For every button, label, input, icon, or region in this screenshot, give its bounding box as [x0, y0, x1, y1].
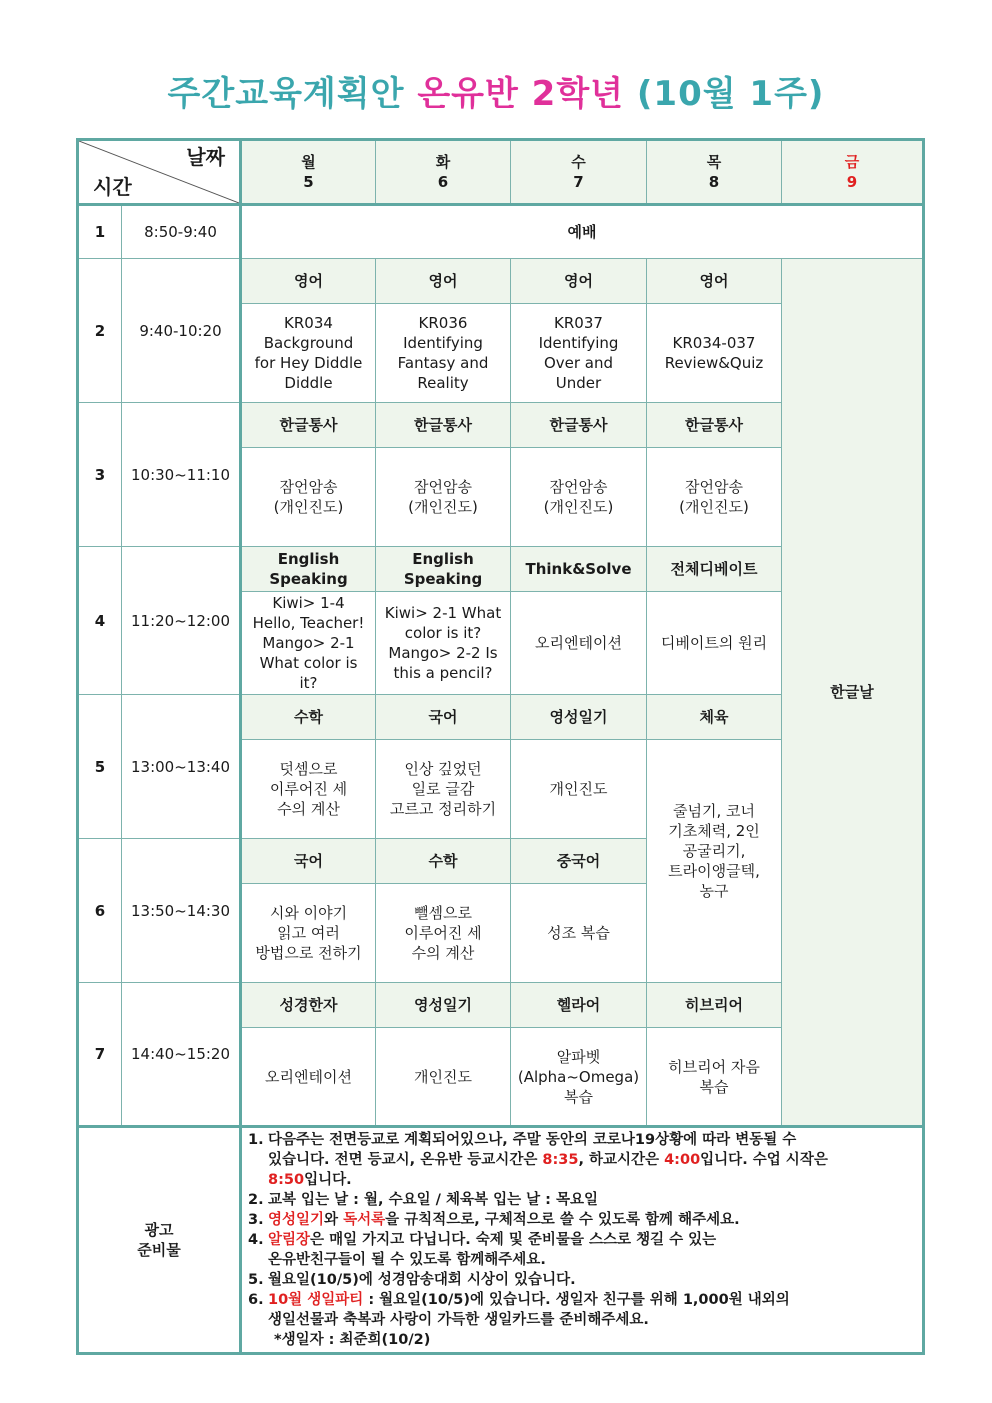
content-cell: Kiwi> 1-4 Hello, Teacher! Mango> 2-1 What color is it? [241, 592, 376, 695]
subject-cell: 한글통사 [647, 403, 782, 448]
period-time: 13:00~13:40 [122, 695, 241, 839]
worship-cell: 예배 [241, 205, 924, 259]
period-number: 5 [78, 695, 122, 839]
day-header-tue: 화 6 [376, 140, 511, 205]
content-cell: 잠언암송 (개인진도) [376, 448, 511, 547]
corner-time-label: 시간 [93, 175, 132, 199]
subject-cell: 영성일기 [376, 983, 511, 1028]
subject-cell: 한글통사 [376, 403, 511, 448]
subject-cell: 영어 [241, 259, 376, 304]
period-time: 14:40~15:20 [122, 983, 241, 1127]
title-plan: 주간교육계획안 [167, 74, 405, 114]
content-cell: 덧셈으로 이루어진 세 수의 계산 [241, 740, 376, 839]
content-cell: 시와 이야기 읽고 여러 방법으로 전하기 [241, 884, 376, 983]
period-time: 13:50~14:30 [122, 839, 241, 983]
content-cell: KR037 Identifying Over and Under [511, 304, 647, 403]
content-cell: KR034 Background for Hey Diddle Diddle [241, 304, 376, 403]
subject-cell: 한글통사 [511, 403, 647, 448]
subject-cell: 히브리어 [647, 983, 782, 1028]
content-cell: 디베이트의 원리 [647, 592, 782, 695]
content-cell: KR034-037 Review&Quiz [647, 304, 782, 403]
subject-cell: 성경한자 [241, 983, 376, 1028]
corner-date-label: 날짜 [186, 145, 225, 169]
period-time: 8:50-9:40 [122, 205, 241, 259]
subject-cell: 영어 [647, 259, 782, 304]
period-number: 1 [78, 205, 122, 259]
subject-cell: 영성일기 [511, 695, 647, 740]
note-2: 2. 교복 입는 날 : 월, 수요일 / 체육복 입는 날 : 목요일 [248, 1192, 599, 1208]
subject-cell: 국어 [376, 695, 511, 740]
day-header-mon: 월 5 [241, 140, 376, 205]
subject-cell: English Speaking [241, 547, 376, 592]
notes-row [78, 1127, 924, 1354]
title-class: 온유반 2학년 [417, 74, 625, 114]
content-cell: 잠언암송 (개인진도) [241, 448, 376, 547]
period-time: 10:30~11:10 [122, 403, 241, 547]
content-cell: 잠언암송 (개인진도) [511, 448, 647, 547]
content-cell: 알파벳 (Alpha~Omega) 복습 [511, 1028, 647, 1127]
period-number: 2 [78, 259, 122, 403]
content-cell: 개인진도 [511, 740, 647, 839]
content-cell: 잠언암송 (개인진도) [647, 448, 782, 547]
period-time: 9:40-10:20 [122, 259, 241, 403]
page-title [0, 66, 992, 115]
content-cell: 성조 복습 [511, 884, 647, 983]
subject-cell: Think&Solve [511, 547, 647, 592]
weekly-schedule-table [76, 138, 925, 1355]
note-6: 6. 10월 생일파티 : 월요일(10/5)에 있습니다. 생일자 친구를 위해 1,000원 내외의 생일선물과 축복과 사랑이 가득한 생일카드를 준비해주세요. *생일자 : 최준희(10/2) [248, 1292, 790, 1348]
content-cell: 히브리어 자음 복습 [647, 1028, 782, 1127]
subject-cell: 영어 [511, 259, 647, 304]
corner-cell [78, 140, 241, 205]
friday-holiday-cell: 한글날 [782, 259, 924, 1127]
subject-cell: 영어 [376, 259, 511, 304]
day-header-wed: 수 7 [511, 140, 647, 205]
note-4: 4. 알림장은 매일 가지고 다닙니다. 숙제 및 준비물을 스스로 챙길 수 있는 온유반친구들이 될 수 있도록 함께해주세요. [248, 1232, 717, 1268]
period-number: 4 [78, 547, 122, 695]
day-header-fri: 금 9 [782, 140, 924, 205]
content-cell: 인상 깊었던 일로 글감 고르고 정리하기 [376, 740, 511, 839]
subject-cell: 수학 [376, 839, 511, 884]
subject-cell: 한글통사 [241, 403, 376, 448]
day-header-thu: 목 8 [647, 140, 782, 205]
period-2-subject-row [78, 259, 924, 304]
note-1: 1. 다음주는 전면등교로 계획되어있으나, 주말 동안의 코로나19상황에 따라 변동될 수 있습니다. 전면 등교시, 온유반 등교시간은 8:35, 하교시간은 4:00입니다. 수업 시작은 8:50입니다. [248, 1132, 828, 1188]
notes-label-cell: 광고 준비물 [78, 1127, 241, 1354]
header-row [78, 140, 924, 205]
period-number: 6 [78, 839, 122, 983]
period-number: 7 [78, 983, 122, 1127]
content-cell: 오리엔테이션 [241, 1028, 376, 1127]
note-3: 3. 영성일기와 독서록을 규칙적으로, 구체적으로 쓸 수 있도록 함께 해주세요. [248, 1212, 740, 1228]
content-cell: Kiwi> 2-1 What color is it? Mango> 2-2 Is this a pencil? [376, 592, 511, 695]
subject-cell: 국어 [241, 839, 376, 884]
subject-cell: English Speaking [376, 547, 511, 592]
content-cell: 오리엔테이션 [511, 592, 647, 695]
subject-cell: 전체디베이트 [647, 547, 782, 592]
pe-content-cell: 줄넘기, 코너 기초체력, 2인 공굴리기, 트라이앵글텍, 농구 [647, 740, 782, 983]
title-week: (10월 1주) [636, 74, 825, 114]
period-1-row [78, 205, 924, 259]
subject-cell: 중국어 [511, 839, 647, 884]
period-number: 3 [78, 403, 122, 547]
content-cell: 개인진도 [376, 1028, 511, 1127]
notes-cell [241, 1127, 924, 1354]
subject-cell: 체육 [647, 695, 782, 740]
note-5: 5. 월요일(10/5)에 성경암송대회 시상이 있습니다. [248, 1272, 576, 1288]
period-time: 11:20~12:00 [122, 547, 241, 695]
subject-cell: 수학 [241, 695, 376, 740]
content-cell: KR036 Identifying Fantasy and Reality [376, 304, 511, 403]
subject-cell: 헬라어 [511, 983, 647, 1028]
content-cell: 뺄셈으로 이루어진 세 수의 계산 [376, 884, 511, 983]
